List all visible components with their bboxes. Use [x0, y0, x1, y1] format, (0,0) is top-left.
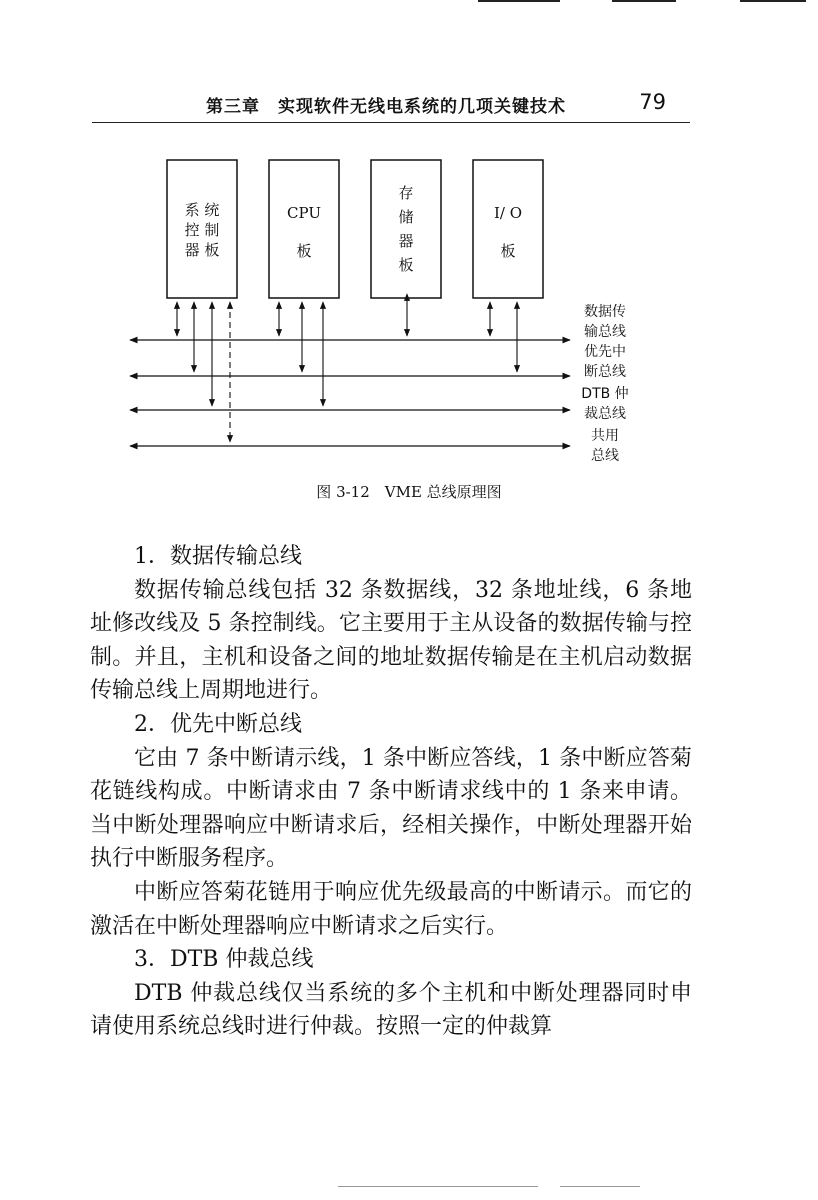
board-label-line: CPU	[287, 204, 321, 222]
bus-label-line: 总线	[591, 448, 619, 464]
board-label-line: 储	[398, 208, 414, 226]
bus-label-line: 输总线	[584, 324, 626, 340]
paragraph: 它由 7 条中断请示线，1 条中断应答线，1 条中断应答菊花链线构成。中断请求由 7 条中断请求线中的 1 条来申请。当中断处理器响应中断请求后，经相关操作，中断处理器开始执行中断服务程序。	[90, 745, 692, 872]
io-board	[473, 160, 543, 298]
section-heading: 3．DTB 仲裁总线	[134, 947, 314, 973]
board-label-line: 板	[398, 256, 414, 274]
board-label-line: I/ O	[493, 204, 523, 222]
body-text	[90, 540, 692, 1044]
scan-bottom-mark	[560, 1186, 640, 1187]
scan-edge-mark	[740, 0, 806, 2]
board-label-line: 系 统	[184, 201, 220, 219]
paragraph: 中断应答菊花链用于响应优先级最高的中断请示。而它的激活在中断处理器响应中断请求之后实行。	[90, 879, 692, 939]
section-heading: 2．优先中断总线	[134, 711, 302, 737]
page-number: 79	[639, 90, 666, 114]
board-label-line: 器 板	[184, 241, 220, 259]
bus-label-line: 数据传	[584, 304, 626, 320]
board-label-line: 器	[398, 232, 414, 250]
bus-label-line: 共用	[591, 428, 619, 444]
bus-label-line: 裁总线	[584, 406, 626, 422]
figure-caption: 图 3-12 VME 总线原理图	[316, 483, 502, 501]
chapter-title: 第三章 实现软件无线电系统的几项关键技术	[206, 97, 566, 117]
memory-board	[371, 160, 441, 298]
paragraph: 数据传输总线包括 32 条数据线，32 条地址线，6 条地址修改线及 5 条控制线。它主要用于主从设备的数据传输与控制。并且，主机和设备之间的地址数据传输是在主机启动数据传输总线上周期地进行。	[90, 577, 692, 704]
board-label-line: 存	[398, 184, 414, 202]
diagram-svg	[92, 150, 692, 475]
scan-bottom-mark	[338, 1186, 538, 1187]
board-label-line: 板	[500, 242, 516, 260]
scan-edge-mark	[478, 0, 560, 2]
bus-label-line: 优先中	[584, 344, 626, 360]
board-label-line: 板	[296, 242, 312, 260]
paragraph: DTB 仲裁总线仅当系统的多个主机和中断处理器同时申请使用系统总线时进行仲裁。按照一定的仲裁算	[90, 980, 692, 1040]
board-label-line: 控 制	[184, 221, 220, 239]
section-heading: 1．数据传输总线	[134, 544, 302, 569]
bus-label-line: DTB 仲	[581, 386, 629, 402]
cpu-board	[269, 160, 339, 298]
vme-bus-diagram	[92, 150, 692, 475]
running-header	[92, 88, 690, 123]
scan-edge-mark	[612, 0, 676, 2]
bus-label-line: 断总线	[584, 364, 626, 380]
